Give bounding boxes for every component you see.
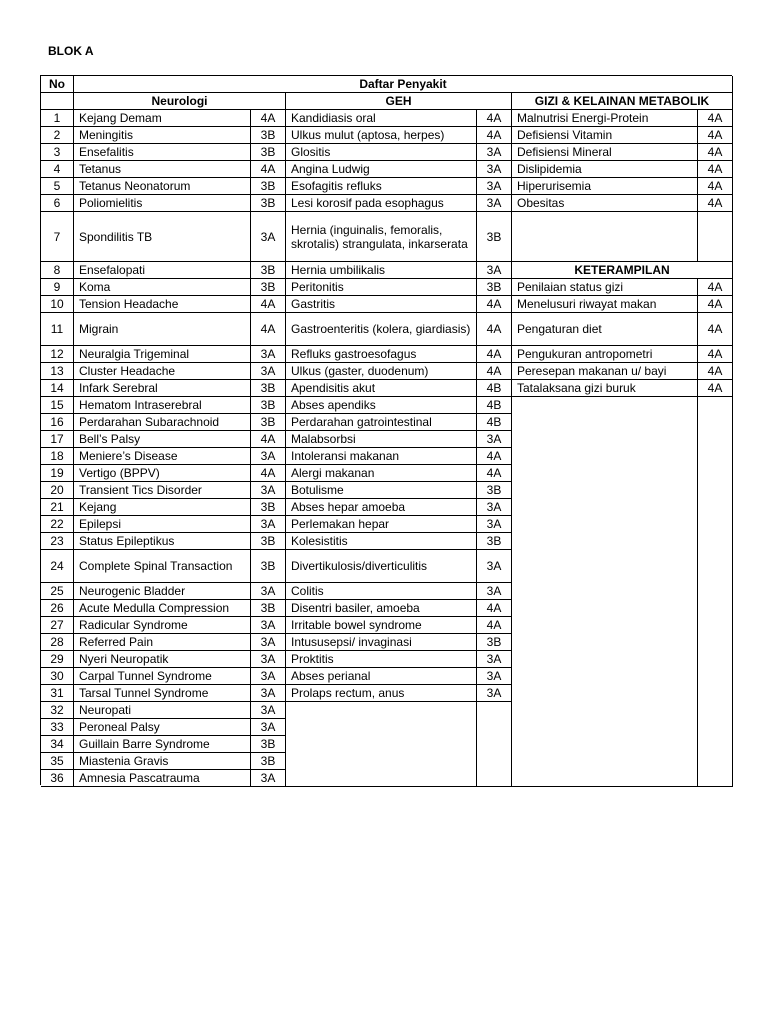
neurologi-name: Tarsal Tunnel Syndrome: [74, 685, 251, 702]
geh-name: Proktitis: [286, 651, 477, 668]
row-number: 11: [41, 313, 74, 346]
neurologi-level: 3A: [251, 651, 286, 668]
row-number: 26: [41, 600, 74, 617]
row-number: 30: [41, 668, 74, 685]
neurologi-level: 3A: [251, 617, 286, 634]
neurologi-level: 3A: [251, 702, 286, 719]
gizi-empty-level: [698, 212, 733, 262]
header-no: No: [41, 76, 74, 93]
keterampilan-level: 4A: [698, 313, 733, 346]
geh-name: Kandidiasis oral: [286, 110, 477, 127]
gizi-name: Malnutrisi Energi-Protein: [512, 110, 698, 127]
header-keterampilan: KETERAMPILAN: [512, 262, 733, 279]
geh-level: 4A: [477, 363, 512, 380]
neurologi-name: Nyeri Neuropatik: [74, 651, 251, 668]
neurologi-name: Amnesia Pascatrauma: [74, 770, 251, 787]
row-number: 16: [41, 414, 74, 431]
geh-level: 3A: [477, 178, 512, 195]
geh-level: 4B: [477, 397, 512, 414]
neurologi-level: 3A: [251, 583, 286, 600]
geh-level: 3A: [477, 262, 512, 279]
geh-level: 4A: [477, 127, 512, 144]
header-no-blank: [41, 93, 74, 110]
neurologi-level: 4A: [251, 296, 286, 313]
neurologi-name: Guillain Barre Syndrome: [74, 736, 251, 753]
row-number: 29: [41, 651, 74, 668]
gizi-empty-name: [512, 212, 698, 262]
neurologi-level: 3B: [251, 380, 286, 397]
row-number: 31: [41, 685, 74, 702]
geh-name: Colitis: [286, 583, 477, 600]
keterampilan-name: Pengukuran antropometri: [512, 346, 698, 363]
keterampilan-name: Pengaturan diet: [512, 313, 698, 346]
keterampilan-level: 4A: [698, 380, 733, 397]
neurologi-name: Meningitis: [74, 127, 251, 144]
geh-name: Lesi korosif pada esophagus: [286, 195, 477, 212]
geh-level: 3A: [477, 685, 512, 702]
geh-level: 3A: [477, 651, 512, 668]
neurologi-name: Neuralgia Trigeminal: [74, 346, 251, 363]
geh-name: Divertikulosis/diverticulitis: [286, 550, 477, 583]
geh-name: Gastroenteritis (kolera, giardiasis): [286, 313, 477, 346]
row-number: 22: [41, 516, 74, 533]
geh-level: 4B: [477, 414, 512, 431]
header-geh: GEH: [286, 93, 512, 110]
keterampilan-empty-level: [698, 397, 733, 787]
neurologi-level: 3B: [251, 195, 286, 212]
neurologi-level: 3B: [251, 414, 286, 431]
neurologi-name: Peroneal Palsy: [74, 719, 251, 736]
gizi-level: 4A: [698, 161, 733, 178]
row-number: 20: [41, 482, 74, 499]
geh-name: Abses apendiks: [286, 397, 477, 414]
geh-level: 3B: [477, 212, 512, 262]
neurologi-name: Migrain: [74, 313, 251, 346]
neurologi-level: 4A: [251, 161, 286, 178]
neurologi-level: 4A: [251, 313, 286, 346]
neurologi-level: 3A: [251, 363, 286, 380]
row-number: 13: [41, 363, 74, 380]
neurologi-name: Infark Serebral: [74, 380, 251, 397]
gizi-level: 4A: [698, 195, 733, 212]
keterampilan-name: Peresepan makanan u/ bayi: [512, 363, 698, 380]
geh-name: Abses perianal: [286, 668, 477, 685]
neurologi-level: 3B: [251, 279, 286, 296]
keterampilan-level: 4A: [698, 296, 733, 313]
header-daftar-penyakit: Daftar Penyakit: [74, 76, 733, 93]
row-number: 21: [41, 499, 74, 516]
geh-level: 4A: [477, 600, 512, 617]
neurologi-name: Meniere’s Disease: [74, 448, 251, 465]
row-number: 4: [41, 161, 74, 178]
geh-empty-level: [477, 702, 512, 787]
geh-name: Kolesistitis: [286, 533, 477, 550]
gizi-level: 4A: [698, 178, 733, 195]
geh-name: Intususepsi/ invaginasi: [286, 634, 477, 651]
geh-level: 3A: [477, 195, 512, 212]
neurologi-name: Hematom Intraserebral: [74, 397, 251, 414]
keterampilan-name: Tatalaksana gizi buruk: [512, 380, 698, 397]
header-neurologi: Neurologi: [74, 93, 286, 110]
neurologi-name: Status Epileptikus: [74, 533, 251, 550]
row-number: 19: [41, 465, 74, 482]
gizi-name: Hiperurisemia: [512, 178, 698, 195]
geh-name: Gastritis: [286, 296, 477, 313]
neurologi-level: 3A: [251, 685, 286, 702]
row-number: 33: [41, 719, 74, 736]
geh-name: Intoleransi makanan: [286, 448, 477, 465]
disease-table: [40, 75, 732, 785]
neurologi-name: Cluster Headache: [74, 363, 251, 380]
neurologi-level: 4A: [251, 431, 286, 448]
neurologi-name: Poliomielitis: [74, 195, 251, 212]
neurologi-level: 4A: [251, 465, 286, 482]
gizi-name: Dislipidemia: [512, 161, 698, 178]
geh-name: Perdarahan gatrointestinal: [286, 414, 477, 431]
neurologi-level: 3B: [251, 178, 286, 195]
geh-level: 4A: [477, 313, 512, 346]
row-number: 36: [41, 770, 74, 787]
neurologi-name: Vertigo (BPPV): [74, 465, 251, 482]
neurologi-level: 3B: [251, 533, 286, 550]
geh-level: 3A: [477, 516, 512, 533]
neurologi-name: Transient Tics Disorder: [74, 482, 251, 499]
neurologi-level: 3A: [251, 448, 286, 465]
geh-level: 3A: [477, 668, 512, 685]
neurologi-level: 3B: [251, 127, 286, 144]
neurologi-level: 3A: [251, 668, 286, 685]
neurologi-name: Tension Headache: [74, 296, 251, 313]
row-number: 12: [41, 346, 74, 363]
neurologi-level: 3A: [251, 770, 286, 787]
neurologi-name: Perdarahan Subarachnoid: [74, 414, 251, 431]
keterampilan-level: 4A: [698, 346, 733, 363]
geh-name: Malabsorbsi: [286, 431, 477, 448]
neurologi-name: Tetanus Neonatorum: [74, 178, 251, 195]
neurologi-level: 3B: [251, 397, 286, 414]
geh-name: Hernia umbilikalis: [286, 262, 477, 279]
block-title: BLOK A: [48, 44, 94, 58]
keterampilan-level: 4A: [698, 363, 733, 380]
row-number: 23: [41, 533, 74, 550]
gizi-level: 4A: [698, 127, 733, 144]
geh-name: Glositis: [286, 144, 477, 161]
neurologi-level: 3A: [251, 634, 286, 651]
neurologi-name: Acute Medulla Compression: [74, 600, 251, 617]
gizi-name: Defisiensi Vitamin: [512, 127, 698, 144]
neurologi-name: Radicular Syndrome: [74, 617, 251, 634]
geh-empty-name: [286, 702, 477, 787]
geh-name: Perlemakan hepar: [286, 516, 477, 533]
header-gizi: GIZI & KELAINAN METABOLIK: [512, 93, 733, 110]
neurologi-name: Miastenia Gravis: [74, 753, 251, 770]
geh-name: Angina Ludwig: [286, 161, 477, 178]
row-number: 9: [41, 279, 74, 296]
neurologi-level: 3B: [251, 550, 286, 583]
row-number: 35: [41, 753, 74, 770]
row-number: 8: [41, 262, 74, 279]
neurologi-name: Referred Pain: [74, 634, 251, 651]
neurologi-name: Epilepsi: [74, 516, 251, 533]
geh-level: 4A: [477, 465, 512, 482]
geh-level: 3B: [477, 482, 512, 499]
neurologi-level: 3A: [251, 482, 286, 499]
row-number: 5: [41, 178, 74, 195]
geh-level: 4B: [477, 380, 512, 397]
row-number: 17: [41, 431, 74, 448]
neurologi-name: Carpal Tunnel Syndrome: [74, 668, 251, 685]
geh-name: Esofagitis refluks: [286, 178, 477, 195]
geh-level: 4A: [477, 346, 512, 363]
neurologi-name: Kejang: [74, 499, 251, 516]
keterampilan-empty-name: [512, 397, 698, 787]
neurologi-name: Tetanus: [74, 161, 251, 178]
geh-name: Disentri basiler, amoeba: [286, 600, 477, 617]
geh-level: 3B: [477, 279, 512, 296]
geh-name: Hernia (inguinalis, femoralis, skrotalis) strangulata, inkarserata: [286, 212, 477, 262]
geh-name: Apendisitis akut: [286, 380, 477, 397]
geh-level: 3A: [477, 550, 512, 583]
geh-level: 4A: [477, 448, 512, 465]
row-number: 14: [41, 380, 74, 397]
neurologi-level: 3A: [251, 719, 286, 736]
neurologi-name: Koma: [74, 279, 251, 296]
neurologi-level: 3B: [251, 262, 286, 279]
neurologi-name: Kejang Demam: [74, 110, 251, 127]
row-number: 32: [41, 702, 74, 719]
geh-level: 3A: [477, 161, 512, 178]
neurologi-level: 3B: [251, 499, 286, 516]
row-number: 24: [41, 550, 74, 583]
row-number: 10: [41, 296, 74, 313]
geh-name: Botulisme: [286, 482, 477, 499]
neurologi-level: 4A: [251, 110, 286, 127]
neurologi-level: 3A: [251, 346, 286, 363]
neurologi-name: Complete Spinal Transaction: [74, 550, 251, 583]
geh-name: Ulkus (gaster, duodenum): [286, 363, 477, 380]
neurologi-name: Bell’s Palsy: [74, 431, 251, 448]
geh-level: 4A: [477, 617, 512, 634]
geh-level: 3A: [477, 499, 512, 516]
geh-level: 3B: [477, 533, 512, 550]
neurologi-name: Spondilitis TB: [74, 212, 251, 262]
geh-name: Prolaps rectum, anus: [286, 685, 477, 702]
geh-name: Irritable bowel syndrome: [286, 617, 477, 634]
geh-level: 3A: [477, 583, 512, 600]
geh-name: Refluks gastroesofagus: [286, 346, 477, 363]
geh-level: 4A: [477, 110, 512, 127]
keterampilan-name: Menelusuri riwayat makan: [512, 296, 698, 313]
neurologi-name: Ensefalitis: [74, 144, 251, 161]
neurologi-level: 3B: [251, 600, 286, 617]
geh-level: 3A: [477, 144, 512, 161]
gizi-level: 4A: [698, 144, 733, 161]
row-number: 18: [41, 448, 74, 465]
neurologi-level: 3B: [251, 736, 286, 753]
row-number: 25: [41, 583, 74, 600]
geh-level: 3A: [477, 431, 512, 448]
neurologi-level: 3A: [251, 212, 286, 262]
neurologi-level: 3B: [251, 753, 286, 770]
geh-name: Abses hepar amoeba: [286, 499, 477, 516]
row-number: 27: [41, 617, 74, 634]
geh-name: Ulkus mulut (aptosa, herpes): [286, 127, 477, 144]
gizi-name: Obesitas: [512, 195, 698, 212]
neurologi-name: Neurogenic Bladder: [74, 583, 251, 600]
geh-name: Alergi makanan: [286, 465, 477, 482]
row-number: 28: [41, 634, 74, 651]
row-number: 3: [41, 144, 74, 161]
row-number: 2: [41, 127, 74, 144]
row-number: 6: [41, 195, 74, 212]
row-number: 15: [41, 397, 74, 414]
geh-level: 3B: [477, 634, 512, 651]
keterampilan-name: Penilaian status gizi: [512, 279, 698, 296]
geh-level: 4A: [477, 296, 512, 313]
geh-name: Peritonitis: [286, 279, 477, 296]
neurologi-level: 3A: [251, 516, 286, 533]
neurologi-level: 3B: [251, 144, 286, 161]
gizi-level: 4A: [698, 110, 733, 127]
neurologi-name: Neuropati: [74, 702, 251, 719]
keterampilan-level: 4A: [698, 279, 733, 296]
gizi-name: Defisiensi Mineral: [512, 144, 698, 161]
row-number: 7: [41, 212, 74, 262]
row-number: 1: [41, 110, 74, 127]
neurologi-name: Ensefalopati: [74, 262, 251, 279]
row-number: 34: [41, 736, 74, 753]
